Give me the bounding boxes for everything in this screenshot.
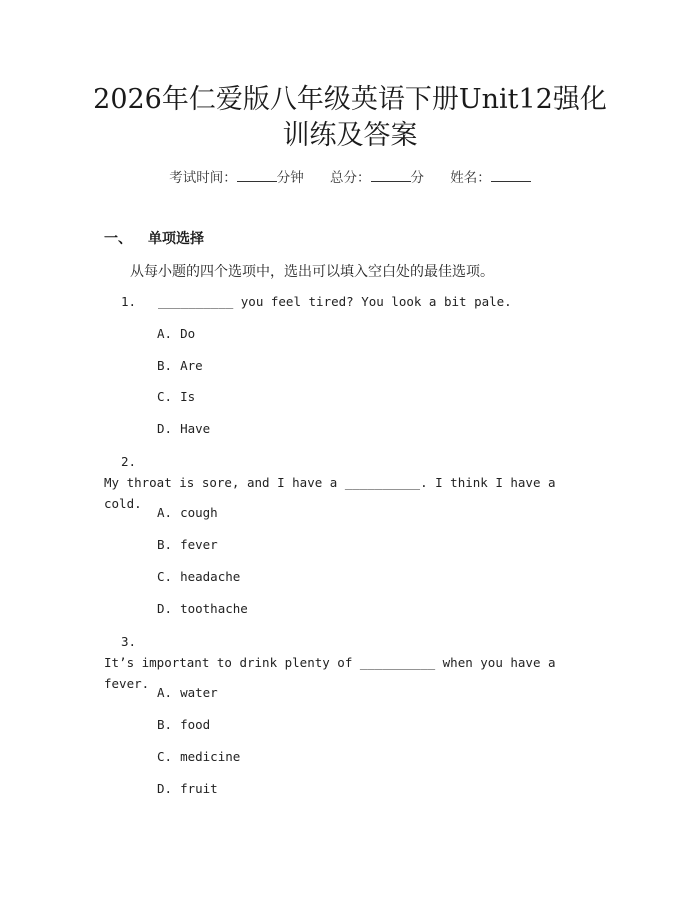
option-2c (157, 569, 240, 584)
option-1d (157, 421, 210, 436)
option-3c (157, 749, 240, 764)
option-3d (157, 781, 218, 796)
option-3a (157, 685, 218, 700)
student-name-label: 姓名： (450, 170, 491, 186)
option-3b (157, 717, 210, 732)
option-letter: D. (157, 421, 173, 436)
question-text: __________ you feel tired? You look a bit pale. (158, 294, 512, 309)
option-2b (157, 537, 218, 552)
exam-meta-row (0, 166, 700, 186)
option-text: fruit (180, 781, 218, 796)
option-letter: D. (157, 781, 173, 796)
question-1 (104, 291, 574, 312)
total-score-blank (371, 169, 411, 182)
section-number: 一、 (104, 231, 132, 247)
option-text: toothache (180, 601, 248, 616)
option-1b (157, 358, 203, 373)
option-text: Are (180, 358, 203, 373)
option-text: Do (180, 326, 196, 341)
option-2d (157, 601, 248, 616)
option-letter: A. (157, 505, 173, 520)
exam-time-label: 考试时间： (169, 170, 237, 186)
section-instructions: 从每小题的四个选项中，选出可以填入空白处的最佳选项。 (130, 264, 494, 280)
option-letter: A. (157, 685, 173, 700)
student-name-field (450, 170, 531, 186)
option-text: headache (180, 569, 241, 584)
student-name-blank (491, 169, 531, 182)
exam-time-unit: 分钟 (276, 170, 304, 186)
option-text: cough (180, 505, 218, 520)
question-text: It’s important to drink plenty of __________ when you have a (104, 655, 556, 670)
section-heading (104, 228, 204, 248)
option-letter: C. (157, 389, 173, 404)
question-number: 1. (120, 294, 136, 309)
option-letter: B. (157, 717, 173, 732)
option-text: food (180, 717, 211, 732)
total-score-field (330, 170, 428, 186)
option-text: Is (180, 389, 196, 404)
question-number: 3. (120, 634, 136, 649)
option-letter: A. (157, 326, 173, 341)
section-title: 单项选择 (148, 231, 204, 247)
total-score-label: 总分： (330, 170, 371, 186)
option-letter: B. (157, 358, 173, 373)
option-letter: D. (157, 601, 173, 616)
option-letter: B. (157, 537, 173, 552)
question-text-continued: fever. (104, 676, 150, 691)
option-text: fever (180, 537, 218, 552)
option-2a (157, 505, 218, 520)
option-1c (157, 389, 195, 404)
question-text-continued: cold. (104, 496, 142, 511)
option-text: medicine (180, 749, 241, 764)
option-1a (157, 326, 195, 341)
question-text: My throat is sore, and I have a __________. I think I have a (104, 475, 556, 490)
document-title-line-1: 2026年仁爱版八年级英语下册Unit12强化 (93, 84, 607, 115)
option-letter: C. (157, 749, 173, 764)
question-number: 2. (120, 454, 136, 469)
total-score-unit: 分 (410, 170, 424, 186)
exam-time-field (169, 170, 308, 186)
document-title-line-2: 训练及答案 (282, 120, 418, 151)
exam-time-blank (237, 169, 277, 182)
option-letter: C. (157, 569, 173, 584)
option-text: Have (180, 421, 211, 436)
option-text: water (180, 685, 218, 700)
